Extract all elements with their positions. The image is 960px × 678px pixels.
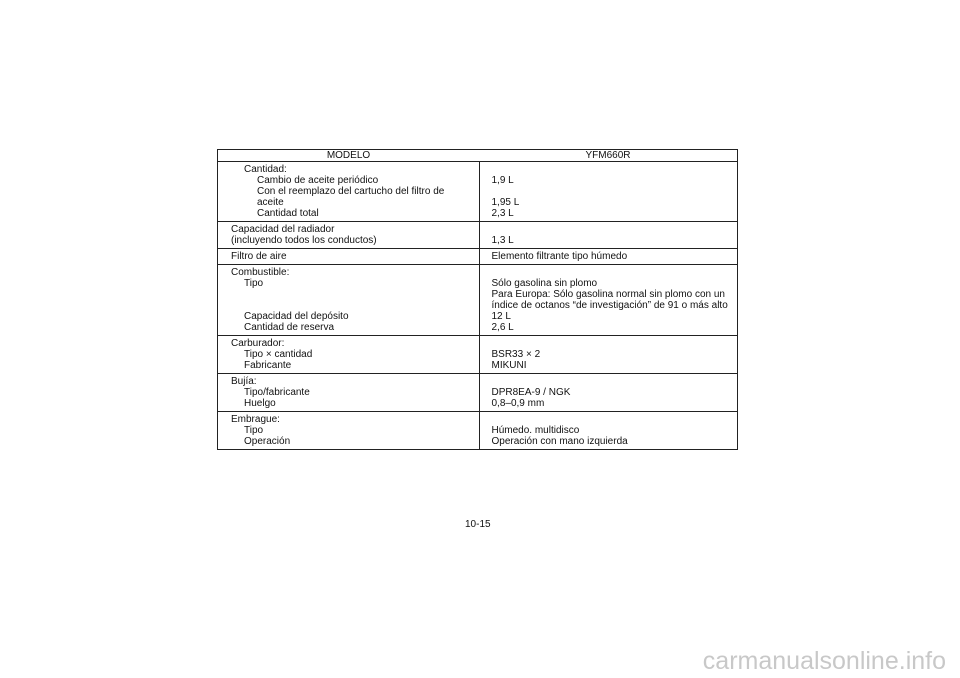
spec-label-cell	[218, 162, 480, 222]
spec-value-cell	[479, 265, 738, 336]
header-model-label: MODELO	[326, 150, 371, 161]
specifications-table	[217, 149, 738, 450]
spec-label-line	[218, 289, 479, 300]
spec-value-line: BSR33 × 2	[491, 349, 541, 360]
table-header-row	[218, 150, 738, 162]
spec-value-line: Elemento filtrante tipo húmedo	[491, 251, 628, 262]
spec-label-line: Tipo	[244, 425, 264, 436]
spec-value-line: 1,9 L	[491, 175, 514, 186]
spec-value-cell	[479, 412, 738, 450]
spec-value-line	[492, 164, 738, 175]
spec-value-cell	[479, 374, 738, 412]
spec-value-line: Sólo gasolina sin plomo	[491, 278, 598, 289]
spec-label-line: Capacidad del depósito	[244, 311, 349, 322]
page-number: 10-15	[465, 519, 491, 530]
spec-label-line: Cantidad de reserva	[244, 322, 335, 333]
header-model-value: YFM660R	[585, 150, 631, 161]
spec-value-cell	[479, 222, 738, 249]
spec-label-cell	[218, 222, 480, 249]
spec-label-line	[218, 300, 479, 311]
specifications-body	[218, 150, 738, 450]
spec-value-line: 12 L	[491, 311, 511, 322]
spec-value-line: 1,3 L	[491, 235, 514, 246]
spec-label-line: Con el reemplazo del cartucho del filtro de	[257, 186, 445, 197]
spec-label-line: Operación	[244, 436, 291, 447]
spec-value-cell	[479, 162, 738, 222]
spec-value-line: Para Europa: Sólo gasolina normal sin plomo con un	[491, 289, 725, 300]
table-row	[218, 222, 738, 249]
spec-label-line: Capacidad del radiador	[231, 224, 335, 235]
spec-value-line	[492, 186, 738, 197]
spec-label-cell	[218, 412, 480, 450]
spec-value-line	[492, 267, 738, 278]
spec-value-cell	[479, 249, 738, 265]
spec-label-line: Cantidad:	[244, 164, 287, 175]
spec-value-cell	[479, 336, 738, 374]
watermark-text: carmanualsonline.info	[702, 647, 946, 675]
table-row	[218, 249, 738, 265]
spec-label-cell	[218, 265, 480, 336]
table-row	[218, 265, 738, 336]
spec-value-line: DPR8EA-9 / NGK	[491, 387, 571, 398]
spec-label-line: Tipo/fabricante	[244, 387, 310, 398]
spec-value-line	[492, 224, 738, 235]
spec-value-line	[492, 338, 738, 349]
spec-label-line: Huelgo	[244, 398, 276, 409]
table-row	[218, 412, 738, 450]
spec-label-line: (incluyendo todos los conductos)	[231, 235, 377, 246]
spec-label-cell	[218, 249, 480, 265]
spec-value-line: 2,6 L	[491, 322, 514, 333]
spec-label-line: aceite	[257, 197, 284, 208]
spec-value-line: índice de octanos “de investigación” de 91 o más alto	[491, 300, 728, 311]
spec-label-line: Combustible:	[231, 267, 290, 278]
spec-label-line: Cantidad total	[257, 208, 319, 219]
spec-value-line: 0,8–0,9 mm	[491, 398, 545, 409]
spec-label-line: Bujía:	[231, 376, 257, 387]
spec-value-line	[492, 376, 738, 387]
spec-label-line: Fabricante	[244, 360, 292, 371]
spec-label-line: Carburador:	[231, 338, 285, 349]
spec-value-line: 1,95 L	[491, 197, 520, 208]
spec-label-line: Embrague:	[231, 414, 280, 425]
spec-value-line: 2,3 L	[491, 208, 514, 219]
spec-label-line: Filtro de aire	[231, 251, 287, 262]
spec-label-line: Tipo × cantidad	[244, 349, 313, 360]
table-row	[218, 162, 738, 222]
spec-value-line: Húmedo. multidisco	[491, 425, 580, 436]
spec-label-line: Tipo	[244, 278, 264, 289]
table-row	[218, 374, 738, 412]
spec-label-line: Cambio de aceite periódico	[257, 175, 379, 186]
spec-label-cell	[218, 336, 480, 374]
spec-label-cell	[218, 374, 480, 412]
table-row	[218, 336, 738, 374]
spec-value-line: MIKUNI	[491, 360, 527, 371]
spec-value-line	[492, 414, 738, 425]
spec-value-line: Operación con mano izquierda	[491, 436, 628, 447]
